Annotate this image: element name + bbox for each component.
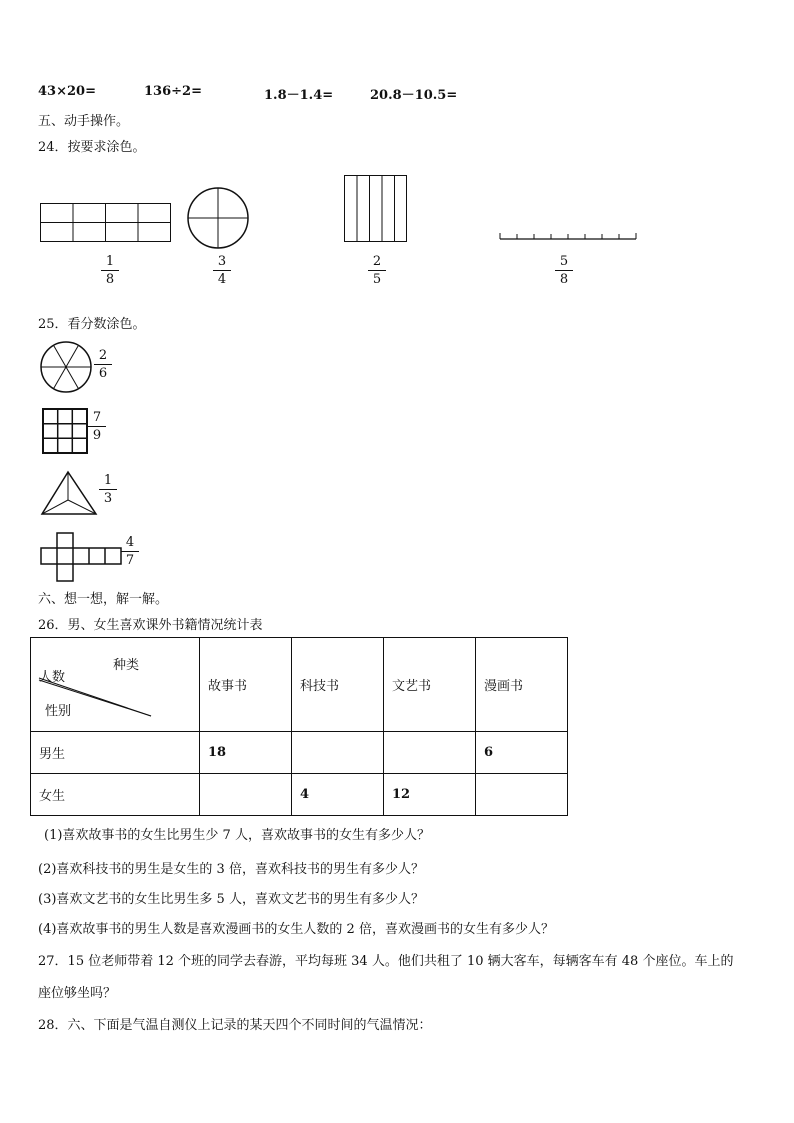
rectangle-fifths-figure	[344, 175, 408, 243]
fraction-q25-3: 1 3	[93, 473, 123, 506]
column-header-story: 故事书	[200, 638, 292, 732]
section-heading-5: 五、动手操作。	[38, 114, 130, 129]
question-26-part-3: (3)喜欢文艺书的女生比男生多 5 人，喜欢文艺书的男生有多少人？	[38, 892, 424, 907]
cube-net-sevenths-figure	[40, 532, 122, 582]
table-cell: 18	[200, 732, 292, 774]
question-27-line-1: 27．15 位老师带着 12 个班的同学去春游，平均每班 34 人。他们共租了 10 辆大客车，每辆客车有 48 个座位。车上的	[38, 954, 734, 969]
row-label-boys: 男生	[31, 732, 200, 774]
table-row	[31, 732, 568, 774]
table-cell: 6	[476, 732, 568, 774]
table-cell	[200, 774, 292, 816]
fraction-q24-4: 5 8	[549, 254, 579, 287]
fraction-q25-1: 2 6	[88, 348, 118, 381]
calc-item-3: 1.8－1.4=	[264, 88, 334, 103]
corner-label-gender: 性别	[45, 704, 72, 719]
circle-quarters-figure	[186, 186, 250, 250]
fraction-q24-3: 2 5	[362, 254, 392, 287]
question-26-part-2: (2)喜欢科技书的男生是女生的 3 倍，喜欢科技书的男生有多少人？	[38, 862, 424, 877]
table-cell: 4	[292, 774, 384, 816]
question-24-title: 24．按要求涂色。	[38, 140, 146, 155]
section-heading-6: 六、想一想，解一解。	[38, 592, 169, 607]
calc-item-4: 20.8－10.5=	[370, 88, 458, 103]
question-25-title: 25．看分数涂色。	[38, 317, 146, 332]
table-cell	[384, 732, 476, 774]
column-header-literature: 文艺书	[384, 638, 476, 732]
corner-label-count: 人数	[39, 670, 66, 685]
calc-item-1: 43×20=	[38, 84, 96, 99]
fraction-q24-2: 3 4	[207, 254, 237, 287]
table-cell	[292, 732, 384, 774]
row-label-girls: 女生	[31, 774, 200, 816]
corner-label-category: 种类	[113, 658, 140, 673]
table-cell: 12	[384, 774, 476, 816]
calc-item-2: 136÷2=	[144, 84, 202, 99]
triangle-thirds-figure	[40, 470, 98, 516]
fraction-q25-4: 4 7	[115, 535, 145, 568]
question-26-title: 26．男、女生喜欢课外书籍情况统计表	[38, 618, 263, 633]
question-27-line-2: 座位够坐吗？	[38, 986, 117, 1001]
table-row	[31, 774, 568, 816]
question-26-part-1: (1)喜欢故事书的女生比男生少 7 人，喜欢故事书的女生有多少人？	[44, 828, 430, 843]
fraction-q25-2: 7 9	[82, 410, 112, 443]
question-28-title: 28．六、下面是气温自测仪上记录的某天四个不同时间的气温情况：	[38, 1018, 432, 1033]
column-header-science: 科技书	[292, 638, 384, 732]
rectangle-eighths-figure	[40, 203, 171, 243]
table-cell	[476, 774, 568, 816]
column-header-comic: 漫画书	[476, 638, 568, 732]
question-26-part-4: (4)喜欢故事书的男生人数是喜欢漫画书的女生人数的 2 倍，喜欢漫画书的女生有多少人？	[38, 922, 554, 937]
fraction-q24-1: 1 8	[95, 254, 125, 287]
segment-eighths-figure	[498, 230, 638, 242]
circle-sixths-figure	[39, 340, 93, 394]
book-preference-table	[30, 637, 568, 816]
table-corner-header	[31, 638, 200, 732]
